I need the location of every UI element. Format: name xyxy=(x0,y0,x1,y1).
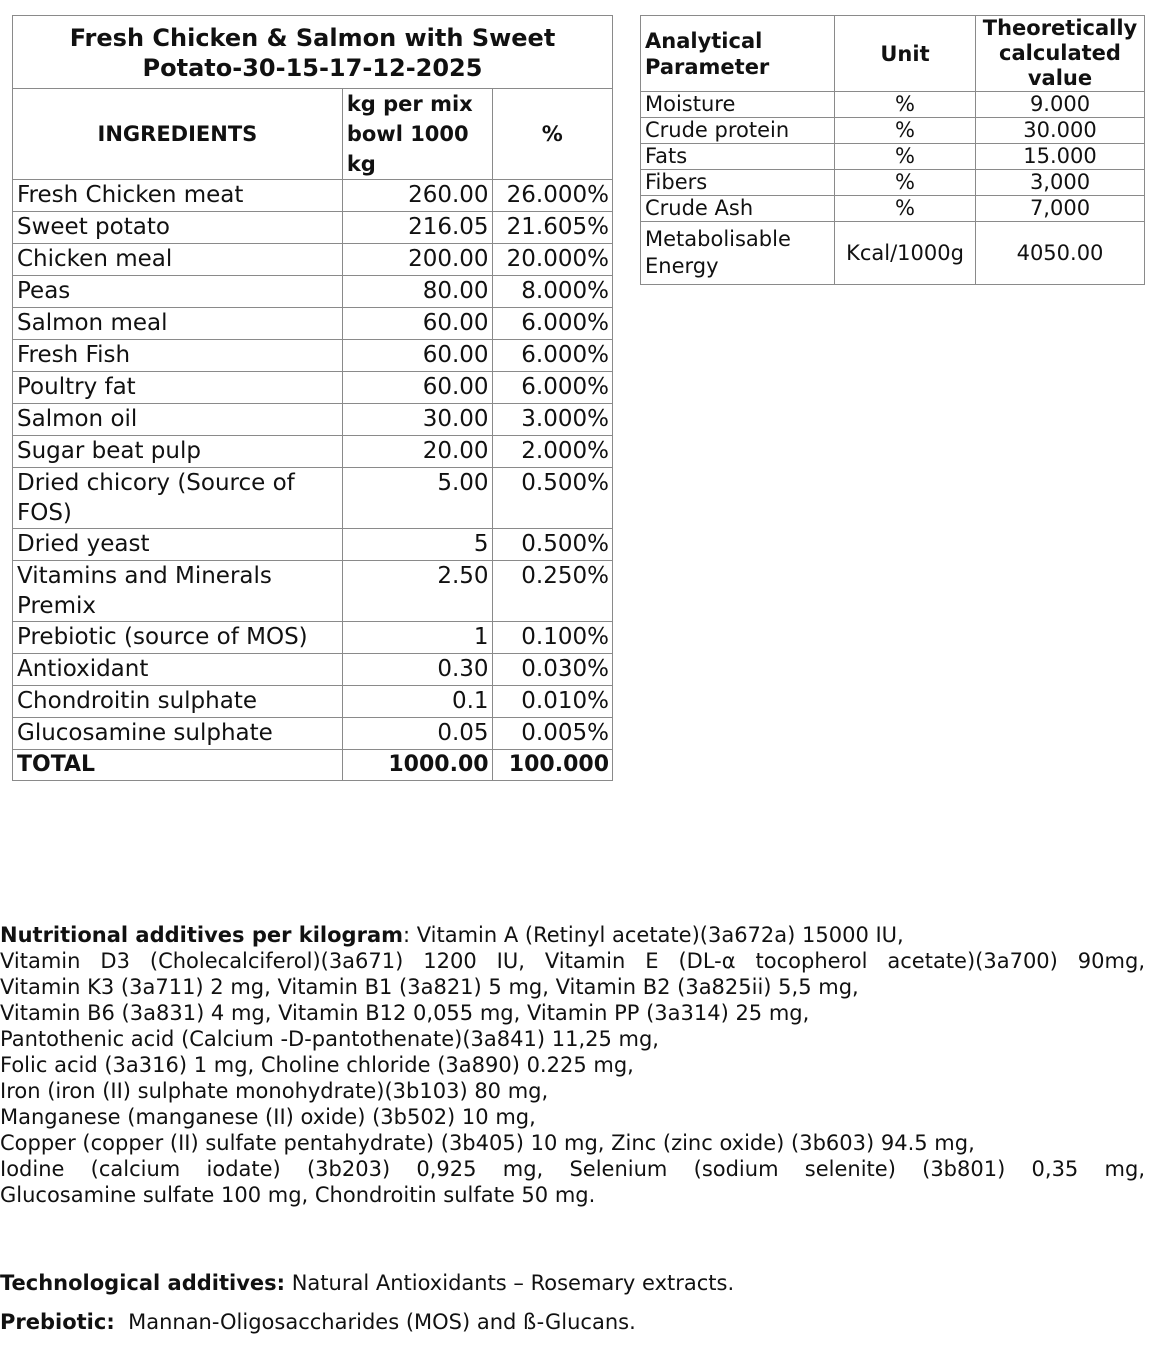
ingredient-row xyxy=(13,561,613,622)
analysis-value: 7,000 xyxy=(976,196,1145,222)
nutritional-additives-line: Copper (copper (II) sulfate pentahydrate) (3b405) 10 mg, Zinc (zinc oxide) (3b603) 94.5 mg, xyxy=(0,1131,975,1155)
analysis-row xyxy=(641,170,1145,196)
ingredient-kg: 60.00 xyxy=(342,372,492,404)
ingredient-percent: 21.605% xyxy=(492,212,612,244)
ingredient-kg: 30.00 xyxy=(342,404,492,436)
ingredient-row xyxy=(13,654,613,686)
ingredient-name: Salmon oil xyxy=(13,404,343,436)
ingredient-row xyxy=(13,180,613,212)
analysis-row xyxy=(641,144,1145,170)
ingredient-percent: 6.000% xyxy=(492,340,612,372)
ingredient-percent: 0.500% xyxy=(492,468,612,529)
nutritional-additives-label: Nutritional additives per kilogram xyxy=(0,923,403,947)
analysis-row xyxy=(641,118,1145,144)
ingredient-name: Chicken meal xyxy=(13,244,343,276)
ingredient-percent: 3.000% xyxy=(492,404,612,436)
nutritional-additives xyxy=(0,922,1145,1208)
ingredient-name: Glucosamine sulphate xyxy=(13,718,343,750)
ingredient-row xyxy=(13,372,613,404)
ingredient-percent: 0.005% xyxy=(492,718,612,750)
ingredient-percent: 0.030% xyxy=(492,654,612,686)
nutritional-additives-line: Iron (iron (II) sulphate monohydrate)(3b103) 80 mg, xyxy=(0,1079,549,1103)
recipe-title xyxy=(13,16,613,89)
ingredient-name: Dried chicory (Source of FOS) xyxy=(13,468,343,529)
ingredient-row xyxy=(13,718,613,750)
ingredient-row xyxy=(13,244,613,276)
nutritional-additives-line: : Vitamin A (Retinyl acetate)(3a672a) 15000 IU, xyxy=(403,923,904,947)
header-parameter: Analytical Parameter xyxy=(641,16,835,92)
ingredient-row xyxy=(13,308,613,340)
analysis-value: 9.000 xyxy=(976,92,1145,118)
header-percent: % xyxy=(492,89,612,180)
ingredient-kg: 0.05 xyxy=(342,718,492,750)
ingredient-row xyxy=(13,686,613,718)
nutritional-additives-line: Vitamin D3 (Cholecalciferol)(3a671) 1200 IU, Vitamin E (DL-α tocopherol acetate)(3a700) 90mg, xyxy=(0,949,1145,973)
ingredient-kg: 80.00 xyxy=(342,276,492,308)
recipe-title-line2: Potato-30-15-17-12-2025 xyxy=(142,54,483,82)
total-label: TOTAL xyxy=(13,750,343,781)
ingredient-percent: 8.000% xyxy=(492,276,612,308)
ingredients-table xyxy=(12,15,613,781)
ingredient-percent: 20.000% xyxy=(492,244,612,276)
ingredient-kg: 0.30 xyxy=(342,654,492,686)
ingredient-percent: 6.000% xyxy=(492,308,612,340)
analysis-parameter: Crude protein xyxy=(641,118,835,144)
header-value: Theoretically calculated value xyxy=(976,16,1145,92)
header-unit: Unit xyxy=(835,16,976,92)
analysis-parameter: Fibers xyxy=(641,170,835,196)
ingredient-kg: 5.00 xyxy=(342,468,492,529)
ingredient-row xyxy=(13,340,613,372)
analysis-value: 15.000 xyxy=(976,144,1145,170)
ingredient-percent: 0.100% xyxy=(492,622,612,654)
nutritional-additives-line: Folic acid (3a316) 1 mg, Choline chloride (3a890) 0.225 mg, xyxy=(0,1053,634,1077)
ingredient-percent: 0.250% xyxy=(492,561,612,622)
nutritional-additives-line: Iodine (calcium iodate) (3b203) 0,925 mg, Selenium (sodium selenite) (3b801) 0,35 mg, xyxy=(0,1157,1145,1181)
analysis-parameter: Metabolisable Energy xyxy=(641,222,835,285)
ingredient-percent: 6.000% xyxy=(492,372,612,404)
ingredient-kg: 1 xyxy=(342,622,492,654)
ingredient-kg: 2.50 xyxy=(342,561,492,622)
ingredient-row xyxy=(13,622,613,654)
header-kg: kg per mix bowl 1000 kg xyxy=(342,89,492,180)
ingredient-percent: 26.000% xyxy=(492,180,612,212)
technological-additives-text: Natural Antioxidants – Rosemary extracts. xyxy=(285,1271,735,1295)
ingredient-row xyxy=(13,404,613,436)
ingredient-kg: 60.00 xyxy=(342,308,492,340)
ingredient-name: Prebiotic (source of MOS) xyxy=(13,622,343,654)
analysis-unit: % xyxy=(835,170,976,196)
ingredient-name: Fresh Fish xyxy=(13,340,343,372)
prebiotic xyxy=(0,1309,1145,1335)
nutritional-additives-line: Vitamin B6 (3a831) 4 mg, Vitamin B12 0,055 mg, Vitamin PP (3a314) 25 mg, xyxy=(0,1001,810,1025)
technological-additives-label: Technological additives: xyxy=(0,1271,286,1295)
prebiotic-text: Mannan-Oligosaccharides (MOS) and ß-Glucans. xyxy=(114,1310,636,1334)
analysis-value: 3,000 xyxy=(976,170,1145,196)
total-kg: 1000.00 xyxy=(342,750,492,781)
technological-additives xyxy=(0,1270,1145,1296)
ingredient-kg: 216.05 xyxy=(342,212,492,244)
ingredient-kg: 200.00 xyxy=(342,244,492,276)
nutritional-additives-line: Pantothenic acid (Calcium -D-pantothenate)(3a841) 11,25 mg, xyxy=(0,1027,659,1051)
analysis-row xyxy=(641,92,1145,118)
ingredient-row xyxy=(13,529,613,561)
ingredient-name: Poultry fat xyxy=(13,372,343,404)
analysis-value: 30.000 xyxy=(976,118,1145,144)
ingredient-kg: 0.1 xyxy=(342,686,492,718)
ingredient-kg: 260.00 xyxy=(342,180,492,212)
analysis-unit: Kcal/1000g xyxy=(835,222,976,285)
ingredient-kg: 5 xyxy=(342,529,492,561)
header-ingredients: INGREDIENTS xyxy=(13,89,343,180)
ingredient-name: Dried yeast xyxy=(13,529,343,561)
ingredient-kg: 60.00 xyxy=(342,340,492,372)
ingredient-name: Peas xyxy=(13,276,343,308)
ingredient-percent: 0.010% xyxy=(492,686,612,718)
total-row xyxy=(13,750,613,781)
ingredient-row xyxy=(13,276,613,308)
analysis-row xyxy=(641,222,1145,285)
analysis-table xyxy=(640,15,1145,285)
ingredient-row xyxy=(13,468,613,529)
recipe-title-line1: Fresh Chicken & Salmon with Sweet xyxy=(69,24,556,52)
ingredient-percent: 0.500% xyxy=(492,529,612,561)
analysis-parameter: Crude Ash xyxy=(641,196,835,222)
analysis-unit: % xyxy=(835,92,976,118)
ingredient-name: Salmon meal xyxy=(13,308,343,340)
analysis-unit: % xyxy=(835,196,976,222)
ingredient-name: Antioxidant xyxy=(13,654,343,686)
analysis-unit: % xyxy=(835,144,976,170)
nutritional-additives-line: Glucosamine sulfate 100 mg, Chondroitin sulfate 50 mg. xyxy=(0,1183,596,1207)
ingredient-row xyxy=(13,436,613,468)
analysis-parameter: Moisture xyxy=(641,92,835,118)
ingredient-row xyxy=(13,212,613,244)
ingredient-percent: 2.000% xyxy=(492,436,612,468)
nutritional-additives-line: Manganese (manganese (II) oxide) (3b502) 10 mg, xyxy=(0,1105,536,1129)
ingredient-name: Fresh Chicken meat xyxy=(13,180,343,212)
nutritional-additives-first-line xyxy=(0,922,1145,948)
nutritional-additives-line: Vitamin K3 (3a711) 2 mg, Vitamin B1 (3a821) 5 mg, Vitamin B2 (3a825ii) 5,5 mg, xyxy=(0,975,859,999)
total-percent: 100.000 xyxy=(492,750,612,781)
ingredient-name: Chondroitin sulphate xyxy=(13,686,343,718)
ingredient-name: Sugar beat pulp xyxy=(13,436,343,468)
analysis-row xyxy=(641,196,1145,222)
ingredient-name: Vitamins and Minerals Premix xyxy=(13,561,343,622)
ingredient-kg: 20.00 xyxy=(342,436,492,468)
prebiotic-label: Prebiotic: xyxy=(0,1310,115,1334)
analysis-parameter: Fats xyxy=(641,144,835,170)
ingredient-name: Sweet potato xyxy=(13,212,343,244)
analysis-value: 4050.00 xyxy=(976,222,1145,285)
analysis-unit: % xyxy=(835,118,976,144)
